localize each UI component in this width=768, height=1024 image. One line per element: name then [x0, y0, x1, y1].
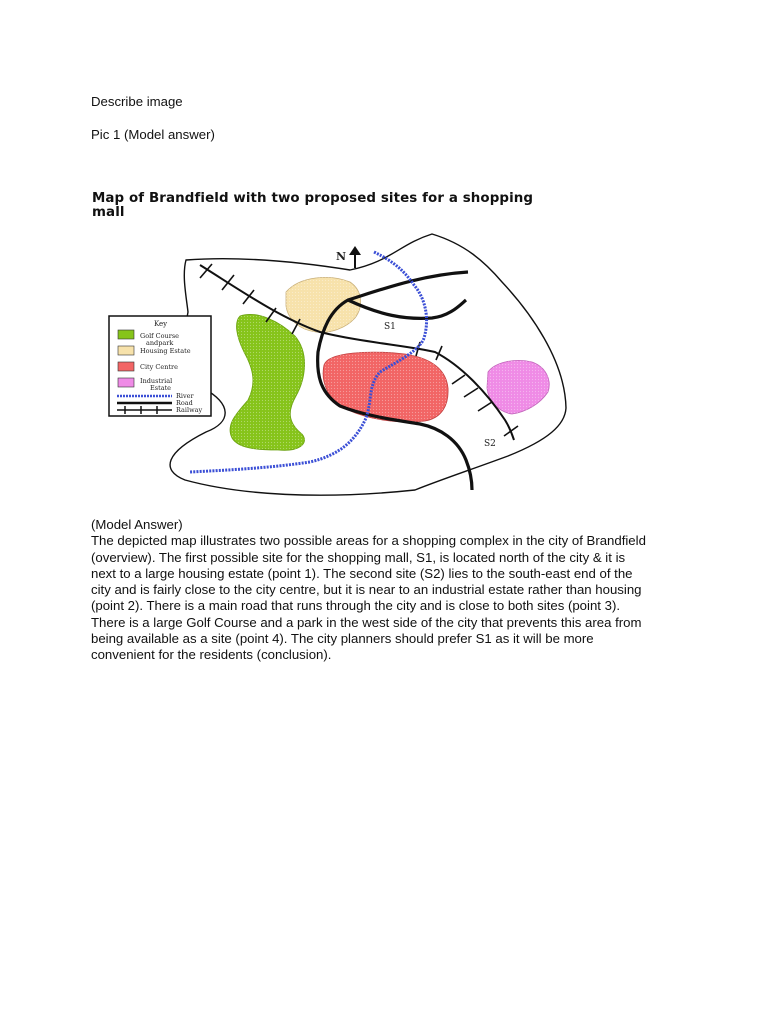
- key-railway-label: Railway: [176, 406, 203, 414]
- answer-line: convenient for the residents (conclusion).: [91, 647, 332, 663]
- answer-line: next to a large housing estate (point 1). The second site (S2) lies to the south-east end of the: [91, 565, 633, 581]
- north-label: N: [336, 250, 347, 263]
- north-arrow-icon: [349, 246, 361, 268]
- key-industrial-swatch: [118, 378, 134, 387]
- key-city-label: City Centre: [140, 363, 178, 371]
- site-2-label: S2: [484, 439, 496, 449]
- key-housing-label: Housing Estate: [140, 347, 191, 355]
- answer-line: city and is fairly close to the city centre, but it is near to an industrial estate rather than housing: [91, 582, 642, 598]
- answer-line: (point 2). There is a main road that runs through the city and is close to both sites (point 3).: [91, 598, 621, 614]
- pic-label: Pic 1 (Model answer): [91, 127, 215, 142]
- describe-heading: Describe image: [91, 94, 183, 109]
- key-industrial-label-1: Industrial: [140, 377, 173, 385]
- key-golf-label-1: Golf Course: [140, 332, 180, 340]
- key-road-label: Road: [176, 399, 193, 407]
- answer-heading: (Model Answer): [91, 517, 183, 532]
- map-title-line-1: Map of Brandfield with two proposed sites for a shopping: [92, 191, 534, 206]
- answer-line: being available as a site (point 4). The city planners should prefer S1 as it will be more: [91, 631, 594, 647]
- key-river-label: River: [176, 392, 194, 400]
- model-answer: [91, 517, 691, 664]
- map-key: [109, 316, 211, 416]
- map-title-line-2: mall: [92, 205, 125, 220]
- site-1-label: S1: [384, 322, 396, 332]
- key-golf-swatch: [118, 330, 134, 339]
- answer-line: The depicted map illustrates two possible areas for a shopping complex in the city of Brandfield: [91, 533, 646, 549]
- answer-line: There is a large Golf Course and a park in the west side of the city that prevents this area from: [91, 614, 642, 630]
- map-title: [92, 192, 533, 220]
- key-title: Key: [154, 320, 168, 328]
- key-city-swatch: [118, 362, 134, 371]
- answer-line: (overview). The first possible site for the shopping mall, S1, is located north of the city & it is: [91, 549, 626, 565]
- key-industrial-label-2: Estate: [150, 384, 172, 392]
- brandfield-map: [92, 228, 572, 510]
- key-housing-swatch: [118, 346, 134, 355]
- key-golf-label-2: andpark: [146, 339, 174, 347]
